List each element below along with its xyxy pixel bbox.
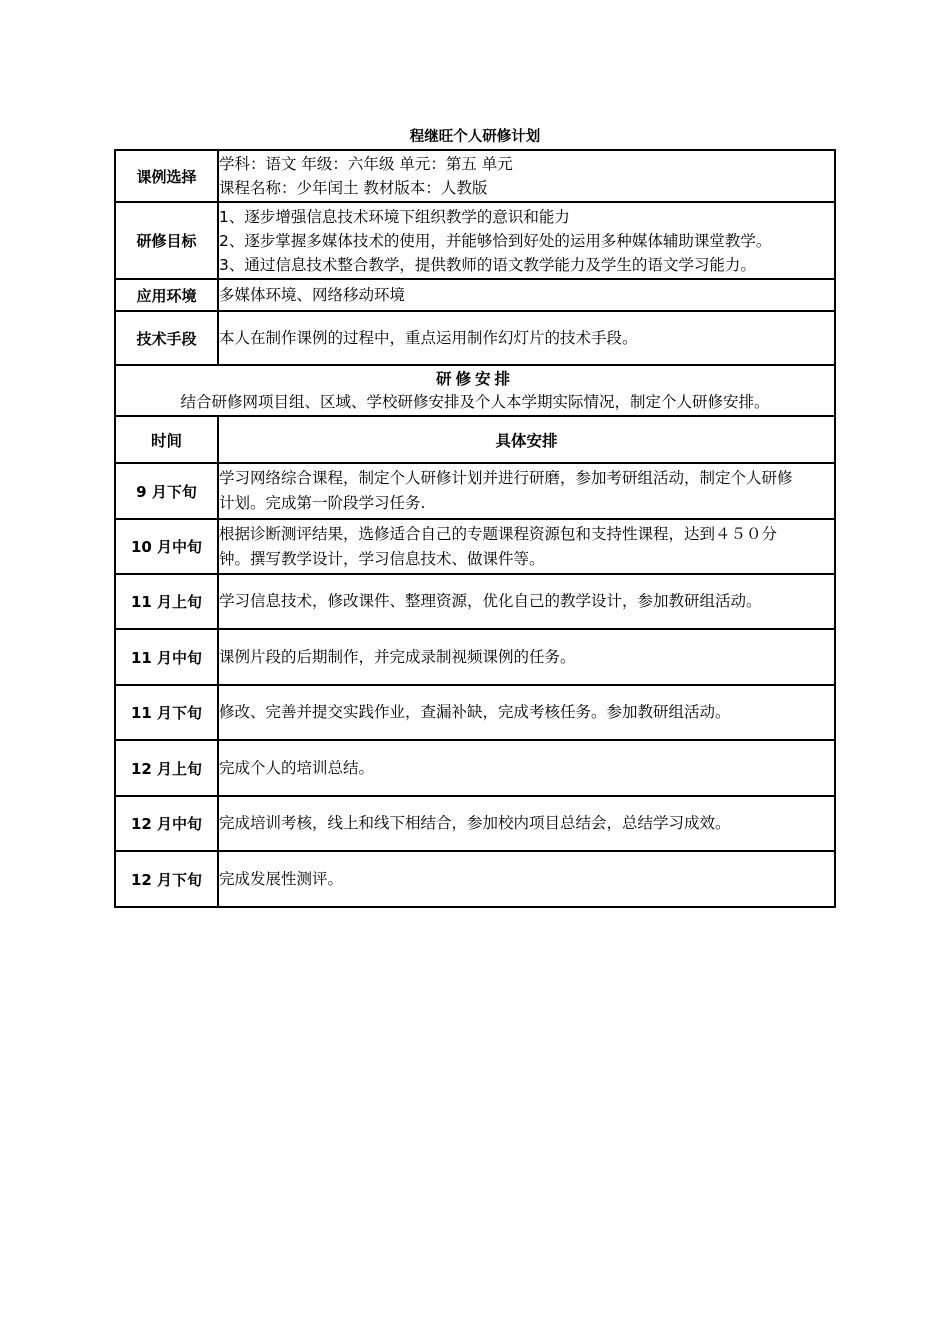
detail-line: 学习信息技术，修改课件、整理资源，优化自己的教学设计，参加教研组活动。 [219, 592, 762, 610]
row-content-study-goals [218, 202, 835, 279]
schedule-time: 12 月中旬 [115, 796, 218, 851]
info-row-technique [115, 311, 835, 365]
schedule-row [115, 851, 835, 907]
schedule-row [115, 685, 835, 740]
row-label-lesson-selection: 课例选择 [115, 150, 218, 202]
schedule-time: 11 月中旬 [115, 629, 218, 685]
content-line: 本人在制作课例的过程中，重点运用制作幻灯片的技术手段。 [219, 329, 638, 347]
schedule-section-row [115, 365, 835, 416]
schedule-detail [218, 796, 835, 851]
detail-line: 计划。完成第一阶段学习任务. [219, 494, 426, 512]
schedule-header-row [115, 416, 835, 463]
schedule-row [115, 519, 835, 574]
study-plan-table [114, 149, 836, 908]
detail-line: 钟。撰写教学设计，学习信息技术、做课件等。 [219, 549, 545, 568]
detail-line: 学习网络综合课程，制定个人研修计划并进行研磨，参加考研组活动，制定个人研修 [219, 469, 793, 487]
info-row-study-goals [115, 202, 835, 279]
schedule-detail [218, 851, 835, 907]
schedule-time: 11 月下旬 [115, 685, 218, 740]
schedule-detail [218, 519, 835, 574]
detail-line: 课例片段的后期制作，并完成录制视频课例的任务。 [219, 647, 576, 666]
column-header-detail: 具体安排 [218, 416, 835, 463]
content-line: 2、逐步掌握多媒体技术的使用，并能够恰到好处的运用多种媒体辅助课堂教学。 [219, 231, 772, 250]
document-title: 程继旺个人研修计划 [409, 129, 541, 145]
info-row-environment [115, 279, 835, 311]
schedule-row [115, 629, 835, 685]
detail-line: 完成发展性测评。 [219, 869, 344, 888]
detail-line: 完成培训考核，线上和线下相结合，参加校内项目总结会，总结学习成效。 [219, 814, 731, 832]
detail-line: 根据诊断测评结果，选修适合自己的专题课程资源包和支持性课程，达到４５０分 [219, 524, 778, 543]
row-content-technique [218, 311, 835, 365]
content-line: 学科：语文 年级：六年级 单元：第五 单元 [219, 155, 513, 173]
detail-line: 修改、完善并提交实践作业，查漏补缺，完成考核任务。参加教研组活动。 [219, 703, 731, 721]
content-line: 多媒体环境、网络移动环境 [219, 286, 406, 304]
content-line: 1、逐步增强信息技术环境下组织教学的意识和能力 [219, 207, 570, 226]
row-label-study-goals: 研修目标 [115, 202, 218, 279]
schedule-row [115, 463, 835, 519]
schedule-row [115, 574, 835, 629]
schedule-section-heading: 研修安排 [435, 369, 514, 388]
schedule-time: 10 月中旬 [115, 519, 218, 574]
schedule-section-note: 结合研修网项目组、区域、学校研修安排及个人本学期实际情况，制定个人研修安排。 [180, 392, 770, 411]
content-line: 3、通过信息技术整合教学，提供教师的语文教学能力及学生的语文学习能力。 [219, 255, 756, 274]
schedule-row [115, 796, 835, 851]
schedule-detail [218, 740, 835, 796]
schedule-row [115, 740, 835, 796]
schedule-time: 9 月下旬 [115, 463, 218, 519]
content-line: 课程名称：少年闰土 教材版本：人教版 [219, 179, 488, 197]
row-content-environment [218, 279, 835, 311]
schedule-time: 12 月下旬 [115, 851, 218, 907]
schedule-time: 12 月上旬 [115, 740, 218, 796]
row-label-technique: 技术手段 [115, 311, 218, 365]
schedule-detail [218, 685, 835, 740]
schedule-detail [218, 463, 835, 519]
schedule-detail [218, 574, 835, 629]
column-header-time: 时间 [115, 416, 218, 463]
row-content-lesson-selection [218, 150, 835, 202]
row-label-environment: 应用环境 [115, 279, 218, 311]
schedule-section-cell [115, 365, 835, 416]
schedule-time: 11 月上旬 [115, 574, 218, 629]
info-row-lesson-selection [115, 150, 835, 202]
schedule-detail [218, 629, 835, 685]
detail-line: 完成个人的培训总结。 [219, 758, 375, 777]
